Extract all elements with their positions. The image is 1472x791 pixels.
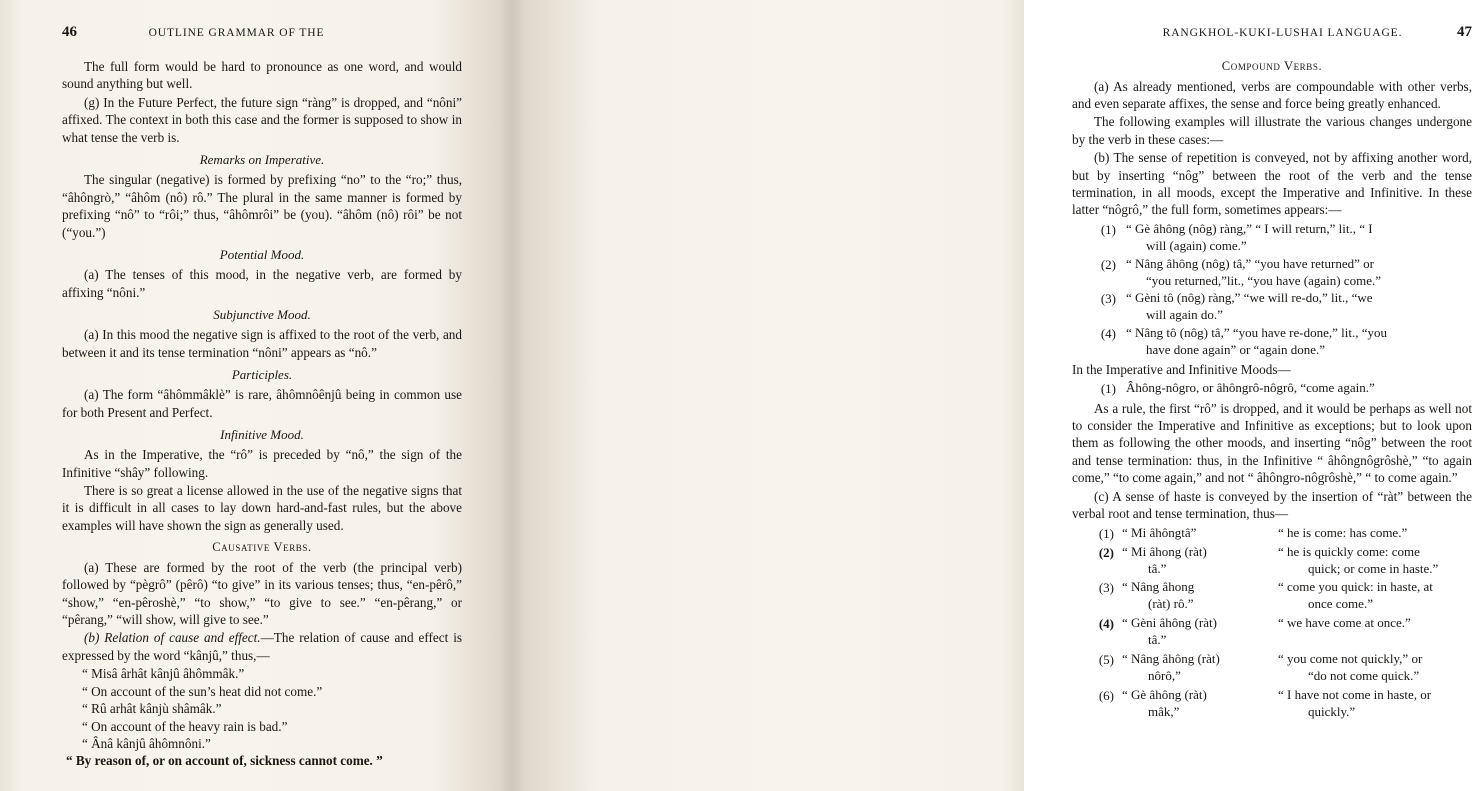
paragraph: (a) These are formed by the root of the verb (the principal verb) followed by “pègrô” (pêrô) “to give” in its various tenses; thus, “en-pêrô,” “show,” “en-pêroshè,” “to show,” “to give to see.” “en-pêrang,” or “pêrang,” “will show, will give to see.”: [62, 559, 462, 627]
left-header-title: OUTLINE GRAMMAR OF THE: [148, 27, 325, 39]
row-translation: [1272, 615, 1472, 632]
left-page: [0, 0, 512, 791]
native-line1: “ Nâng âhông (ràt): [1122, 651, 1220, 667]
paragraph: (a) The form “âhômmâklè” is rare, âhômnôênjû being in common use for both Present and Perfect.: [62, 387, 462, 420]
native-line1: “ Mi âhong (ràt): [1122, 543, 1207, 559]
row-number: (5): [1098, 652, 1114, 668]
list-item-number: (2): [1100, 256, 1116, 272]
list-item: “ Misâ ârhât kânjû âhômmâk.”: [82, 666, 245, 682]
native-line2: tâ.”: [1148, 632, 1167, 648]
translation-line1: “ he is quickly come: come: [1278, 543, 1420, 559]
native-line2: mâk,”: [1148, 703, 1180, 719]
native-line1: “ Mi âhôngtâ”: [1122, 524, 1197, 540]
right-text-column: [1072, 24, 1472, 723]
paragraph: (g) In the Future Perfect, the future sign “ràng” is dropped, and “nôni” affixed. The context in both this case and the former is supposed to show in what tense the verb is.: [62, 94, 462, 145]
translation-line2: quickly.”: [1308, 703, 1356, 719]
list-item-text: [1126, 290, 1472, 324]
section-heading-compound-verbs: Compound Verbs.: [1221, 59, 1323, 73]
paragraph: The full form would be hard to pronounce as one word, and would sound anything but well.: [62, 59, 462, 92]
paragraph: (b) The sense of repetition is conveyed, not by affixing another word, but by inserting “nôg” between the root of the verb and the tense termination, in all moods, except the Imperative and Infinitive. In these latter “nôgrô,” the full form, sometimes appears:—: [1072, 150, 1472, 218]
row-native-phrase: [1122, 525, 1272, 542]
paragraph: As a rule, the first “rô” is dropped, and it would be perhaps as well not to consider the Imperative and Infinitive as exceptions; but to look upon them as following the other moods, and inserting “nôg” between the root and tense termination: thus, in the Infinitive “ âhôngnôgrôshè,” “to again come,” “to come again,” and not “ âhôngro-nôgrôshè,” “ to come again.”: [1072, 400, 1472, 486]
list-item-text: [1126, 221, 1472, 255]
translation-line2: quick; or come in haste.”: [1308, 560, 1439, 576]
table-row: [1072, 615, 1472, 649]
section-heading-participles: Participles.: [231, 366, 293, 382]
section-heading-infinitive-mood: Infinitive Mood.: [220, 426, 304, 442]
section-heading-potential-mood: Potential Mood.: [219, 246, 305, 262]
paragraph: (a) In this mood the negative sign is affixed to the root of the verb, and between it and its tense termination “nôni” appears as “nô.”: [62, 327, 462, 360]
table-row: [1072, 687, 1472, 721]
list-item-text: [1126, 325, 1472, 359]
list-item-number: (1): [1100, 221, 1116, 237]
list-item-line1: “ Gè âhông (nôg) ràng,” “ I will return,” lit., “ I: [1126, 220, 1373, 236]
translation-line1: “ I have not come in haste, or: [1278, 686, 1432, 702]
list-item: [1072, 256, 1472, 290]
paragraph: (a) The tenses of this mood, in the negative verb, are formed by affixing “nôni.”: [62, 267, 462, 300]
translation-line1: “ we have come at once.”: [1278, 615, 1411, 631]
list-item: [1072, 290, 1472, 324]
list-item-line2: have done again” or “again done.”: [1146, 342, 1326, 358]
list-item-line2: will (again) come.”: [1146, 237, 1247, 253]
translation-line2: “do not come quick.”: [1308, 667, 1420, 683]
row-number: (2): [1098, 544, 1114, 560]
right-running-head: [1072, 24, 1472, 40]
left-body-text: [62, 58, 462, 770]
row-native-phrase: [1122, 544, 1272, 578]
list-item-line1: “ Nâng âhông (nôg) tâ,” “you have returned” or: [1126, 255, 1374, 271]
row-native-phrase: [1122, 687, 1272, 721]
row-number: (6): [1098, 687, 1114, 703]
paragraph: The singular (negative) is formed by prefixing “no” to the “ro;” thus, “âhôngrò,” “âhôm (nô) rô.” The plural in the same manner is formed by prefixing “nô” to “rôi;” thus, “âhômrôi” be (you). “âhôm (nô) rôi” be not (“you.”): [62, 172, 462, 240]
left-text-column: [62, 24, 462, 770]
repetition-example-list: [1072, 221, 1472, 359]
paragraph: The following examples will illustrate the various changes undergone by the verb in these cases:—: [1072, 114, 1472, 147]
table-row: [1072, 544, 1472, 578]
row-number: (4): [1098, 616, 1114, 632]
row-native-phrase: [1122, 651, 1272, 685]
right-page: [512, 0, 1472, 791]
row-native-phrase: [1122, 615, 1272, 649]
native-line2: tâ.”: [1148, 560, 1167, 576]
imperative-example-list: [1072, 380, 1472, 397]
left-example-list: [62, 665, 462, 770]
list-item-number: (3): [1100, 291, 1116, 307]
table-row: [1072, 651, 1472, 685]
native-line2: (ràt) rô.”: [1148, 596, 1194, 612]
list-item: [1072, 380, 1472, 397]
list-item: “ Ânâ kânjû âhômnôni.”: [82, 735, 211, 751]
paragraph: As in the Imperative, the “rô” is preceded by “nô,” the sign of the Infinitive “shây” following.: [62, 447, 462, 480]
list-item-line1: “ Nâng tô (nôg) tâ,” “you have re-done,” lit., “you: [1126, 325, 1387, 341]
row-number: (3): [1098, 580, 1114, 596]
table-row: [1072, 525, 1472, 542]
paragraph-relation-cause-effect: [62, 629, 462, 664]
list-item: “ Rû arhât kânjù shâmâk.”: [82, 701, 222, 717]
list-item: “ On account of the heavy rain is bad.”: [82, 718, 288, 734]
row-translation: [1272, 579, 1472, 613]
section-heading-subjunctive-mood: Subjunctive Mood.: [213, 306, 311, 322]
list-item-text: Âhông-nôgro, or âhôngrô-nôgrô, “come again.”: [1126, 380, 1375, 396]
native-line1: “ Nâng âhong: [1122, 579, 1195, 595]
paragraph: (a) As already mentioned, verbs are compoundable with other verbs, and even separate affixes, the sense and force being greatly enhanced.: [1072, 78, 1472, 111]
left-running-head: [62, 24, 462, 40]
row-translation: [1272, 687, 1472, 721]
section-heading-causative-verbs: Causative Verbs.: [212, 540, 312, 555]
translation-line2: once come.”: [1308, 596, 1373, 612]
row-translation: [1272, 525, 1472, 542]
row-translation: [1272, 544, 1472, 578]
right-body-text: [1072, 58, 1472, 721]
right-page-number: 47: [1457, 24, 1472, 40]
translation-line1: “ you come not quickly,” or: [1278, 651, 1423, 667]
row-native-phrase: [1122, 579, 1272, 613]
list-item-bold: “ By reason of, or on account of, sickness cannot come. ”: [66, 753, 383, 769]
list-item-text: [1126, 256, 1472, 290]
list-item-number: (1): [1100, 381, 1116, 397]
subheading-imperative-infinitive: In the Imperative and Infinitive Moods—: [1072, 362, 1291, 377]
table-row: [1072, 579, 1472, 613]
native-line1: “ Gèni âhông (ràt): [1122, 615, 1217, 631]
section-heading-remarks-imperative: Remarks on Imperative.: [199, 152, 325, 168]
paragraph: There is so great a license allowed in the use of the negative signs that it is difficult in all cases to lay down hard-and-fast rules, but the above examples will have shown the sign as generally used.: [62, 482, 462, 533]
left-page-number: 46: [62, 24, 77, 40]
inline-text: —The relation of cause and effect is expressed by the word “kânjû,” thus,—: [62, 630, 463, 663]
translation-line1: “ he is come: has come.”: [1278, 524, 1408, 540]
haste-example-table: [1072, 525, 1472, 721]
right-header-title: RANGKHOL-KUKI-LUSHAI LANGUAGE.: [1162, 27, 1403, 39]
row-translation: [1272, 651, 1472, 685]
translation-line1: “ come you quick: in haste, at: [1278, 579, 1433, 595]
list-item-line2: “you returned,”lit., “you have (again) come.”: [1146, 272, 1381, 288]
inline-italic-label: (b) Relation of cause and effect.: [84, 630, 261, 646]
list-item: [1072, 221, 1472, 255]
native-line1: “ Gè âhông (ràt): [1122, 686, 1207, 702]
list-item: “ On account of the sun’s heat did not come.”: [82, 683, 323, 699]
native-line2: nôrô,”: [1148, 667, 1181, 683]
list-item-line2: will again do.”: [1146, 307, 1223, 323]
paragraph: (c) A sense of haste is conveyed by the insertion of “ràt” between the verbal root and tense termination, thus—: [1072, 488, 1472, 522]
list-item: [1072, 325, 1472, 359]
row-number: (1): [1098, 525, 1114, 541]
list-item-line1: “ Gèni tô (nôg) ràng,” “we will re-do,” lit., “we: [1126, 290, 1373, 306]
list-item-number: (4): [1100, 326, 1116, 342]
